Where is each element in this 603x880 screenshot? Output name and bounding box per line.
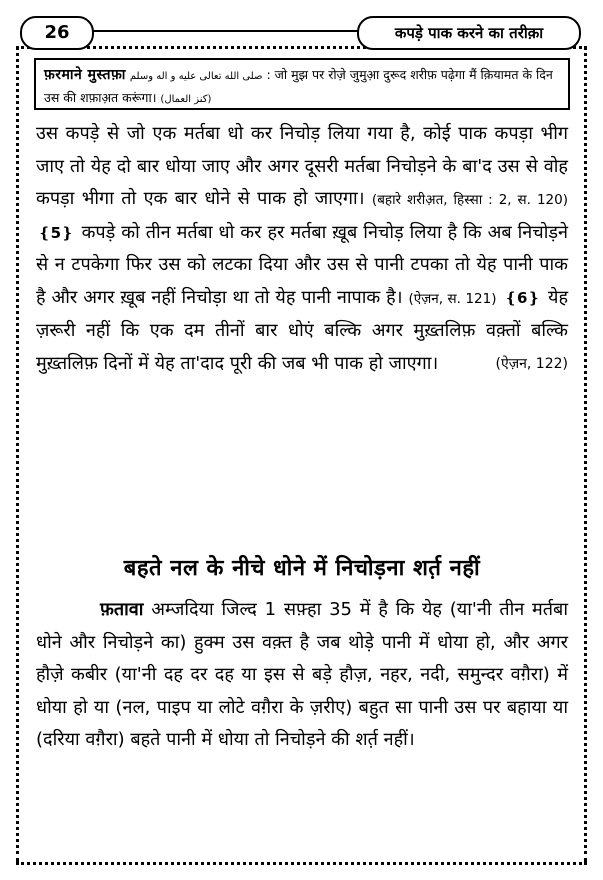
reference-1: (बहारे शरीअ़त, हिस्सा : 2, स. 120) — [371, 192, 568, 208]
header-rule — [92, 30, 359, 32]
section-heading: बहते नल के नीचे धोने में निचोड़ना शर्त़ नहीं — [123, 556, 481, 581]
paragraph-1-part2: कपड़े को तीन मर्तबा धो कर हर मर्तबा ख़ूब निचोड़ लिया है कि अब निचोड़ने से न टपकेगा फिर उस को लटका दिया और उस से पानी टपका तो येह पानी पाक है और अगर ख़ूब नहीं निचोड़ा था तो येह पानी नापाक है। — [36, 221, 568, 308]
saying-text-line2: उस की शफ़ाअ़त करूंगा। — [44, 90, 157, 105]
paragraph-1-part1: उस कपड़े से जो एक मर्तबा धो कर निचोड़ लिया गया है, कोई पाक कपड़ा भीग जाए तो येह दो बार धोया जाए और अगर दूसरी मर्तबा निचोड़ने के बा'द उस से वोह कपड़ा भीगा तो एक बार धोने से पाक हो जाएगा। — [36, 123, 568, 209]
paragraph-2-text: अम्जदिया जिल्द 1 सफ़्हा 35 में है कि येह (या'नी तीन मर्तबा धोने और निचोड़ने का) हुक्म उस वक़्त है जब थोड़े पानी में धोया हो, और अगर हौज़े कबीर (या'नी दह दर दह या इस से बड़े हौज़, नहर, नदी, समुन्दर वग़ैरा) में धोया हो या (नल, पाइप या लोटे वग़ैरा के ज़रीए) बहुत सा पानी उस पर बहाया या (दरिया वग़ैरा) बहते पानी में धोया तो निचोड़ने की शर्त़ नहीं। — [36, 599, 568, 750]
saying-label: फ़रमाने मुस्तफ़ा — [44, 67, 126, 83]
paragraph-1-part3: येह ज़रूरी नहीं कि एक दम तीनों बार धोएं बल्कि अगर मुख़्तलिफ़ वक़्तों बल्कि मुख़्तलिफ़ दिनों में येह ता'दाद पूरी की जब भी पाक हो जाएगा। — [36, 286, 568, 374]
page-border-right — [584, 46, 587, 862]
paragraph-1 — [36, 118, 568, 380]
page-border-left — [16, 46, 19, 862]
page-number: 26 — [20, 16, 94, 50]
saying-text-line1: : जो मुझ पर रोज़े जुमुआ़ दुरूद शरीफ़ पढ़ेगा मैं क़ियामत के दिन — [266, 67, 553, 82]
reference-2: (ऐज़न, स. 121) — [408, 290, 497, 307]
saying-honorific: صلى الله تعالى عليه و اله وسلم — [129, 71, 263, 82]
reference-3: (ऐज़न, 122) — [495, 355, 568, 372]
saying-box — [34, 58, 570, 110]
page-border-bottom — [16, 862, 587, 865]
saying-reference: (كنز العمال) — [160, 94, 212, 105]
paragraph-2-lead: फ़तावा — [100, 599, 144, 620]
point-number-6: ❴ 6 ❵ — [502, 282, 542, 315]
chapter-title: कपड़े पाक करने का तरीक़ा — [357, 16, 581, 50]
paragraph-2 — [36, 594, 568, 757]
point-number-5: ❴ 5 ❵ — [36, 217, 76, 250]
